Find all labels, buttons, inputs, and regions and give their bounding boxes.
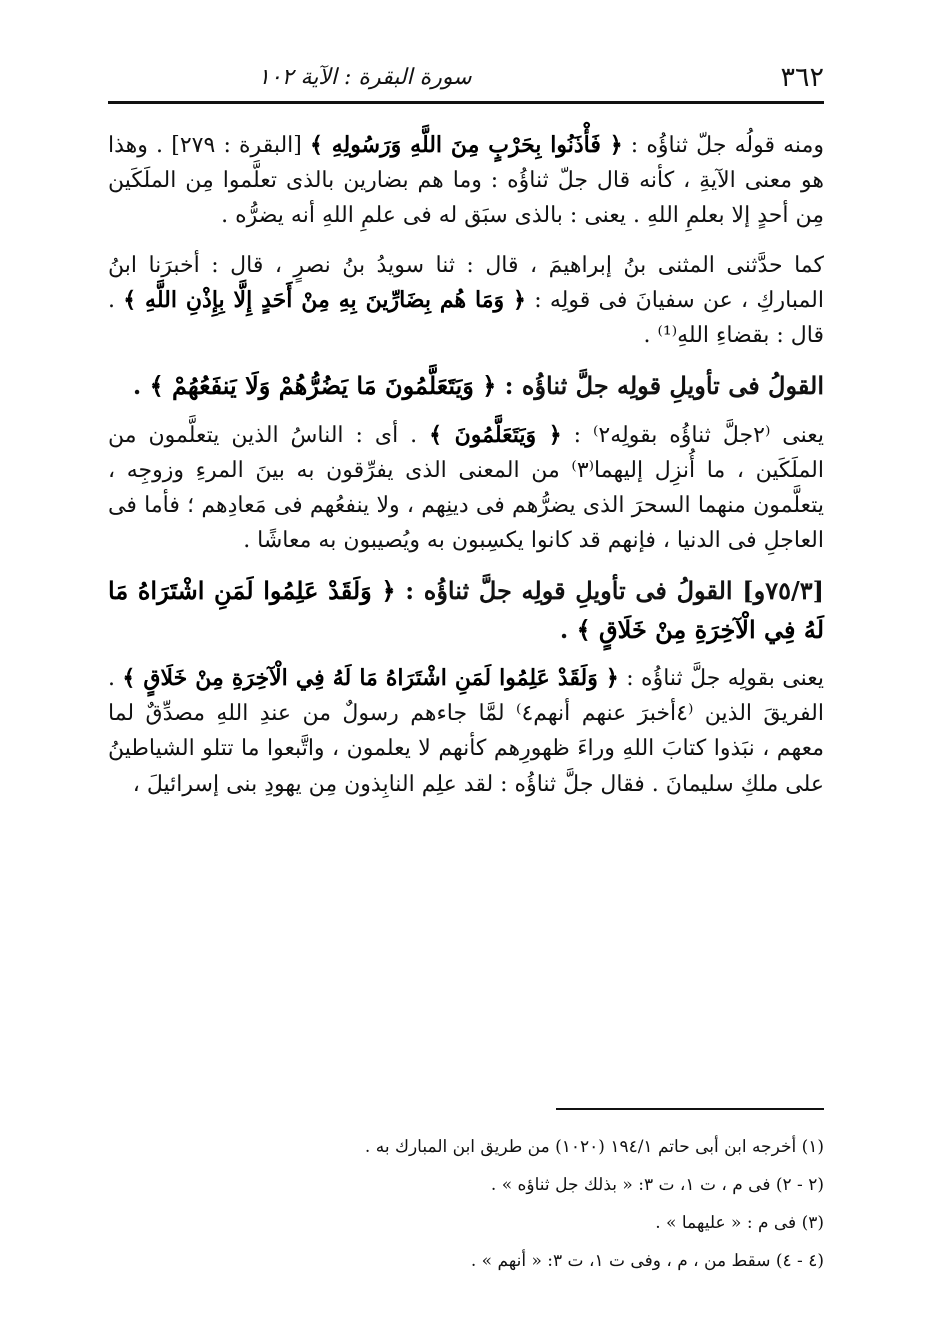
paragraph-text: . قال : بقضاءِ اللهِ⁽¹⁾ .: [108, 287, 824, 348]
heading-text: .: [132, 371, 150, 401]
heading-text: [٧٥/٣و] القولُ فى تأويلِ قولِه جلَّ ثناؤُه :: [395, 576, 824, 606]
quran-verse: ﴿ وَيَتَعَلَّمُونَ ﴾: [429, 421, 562, 448]
quran-verse: ﴿ وَلَقَدْ عَلِمُوا لَمَنِ اشْتَرَاهُ مَا لَهُ فِي الْآخِرَةِ مِنْ خَلَاقٍ ﴾: [108, 576, 824, 644]
heading-text: .: [559, 614, 577, 644]
footnotes: [108, 1128, 824, 1280]
paragraph-text: [البقرة : ٢٧٩] . وهذا هو معنى الآيةِ ، كأنه قال جلّ ثناؤُه : وما هم بضارين بالذى تعلَّموا مِن الملَكَين مِن أحدٍ إلا بعلمِ اللهِ . يعنى : بالذى سبَق له فى علمِ اللهِ أنه يضرُّه .: [108, 133, 824, 229]
paragraph-4: [108, 661, 824, 802]
heading-text: القولُ فى تأويلِ قولِه جلَّ ثناؤُه :: [496, 371, 824, 401]
footnote-3: (٣) فى م : « عليهما » .: [655, 1213, 824, 1233]
quran-verse: ﴿ وَيَتَعَلَّمُونَ مَا يَضُرُّهُمْ وَلَا يَنفَعُهُمْ ﴾: [149, 371, 497, 401]
paragraph-text: يعنى بقولِه جلَّ ثناؤُه :: [618, 666, 824, 692]
paragraph-text: ومنه قولُه جلّ ثناؤُه :: [622, 133, 824, 158]
paragraph-text: . أى : الناسُ الذين يتعلَّمون من الملَكَين ، ما أُنزِل إليهما⁽٣⁾ من المعنى الذى يفرِّقون به بينَ المرءِ وزوجِه ، يتعلَّمون منهما السحرَ الذى يضرُّهم فى دينِهم ، ولا ينفعُهم فى مَعادِهم ؛ فأما فى العاجلِ فى الدنيا ، فإنهم قد كانوا يكسِبون به ويُصيبون به معاشًا .: [108, 422, 824, 554]
footnote-4: (٤ - ٤) سقط من ، م ، وفى ت ١، ت ٣: « أنهم » .: [470, 1251, 824, 1271]
header-rule: [108, 101, 824, 104]
footnote-2: (٢ - ٢) فى م ، ت ١، ت ٣: « بذلك جل ثناؤه » .: [490, 1175, 824, 1195]
footnote-rule: [556, 1108, 824, 1110]
quran-verse: ﴿ وَلَقَدْ عَلِمُوا لَمَنِ اشْتَرَاهُ مَا لَهُ فِي الْآخِرَةِ مِنْ خَلَاقٍ ﴾: [122, 665, 619, 692]
paragraph-text: كما حدَّثنى المثنى بنُ إبراهيمَ ، قال : ثنا سويدُ بنُ نصرٍ ، قال : أخبرَنا ابنُ المباركِ ، عن سفيانَ فى قولِه :: [108, 252, 824, 313]
section-heading-2: [108, 572, 824, 649]
running-title: سورة البقرة : الآية ١٠٢: [258, 64, 472, 90]
page-header: [108, 52, 824, 102]
section-heading-1: [108, 367, 824, 405]
paragraph-2: [108, 248, 824, 354]
body-text: [108, 128, 824, 816]
paragraph-text: يعنى ⁽٢جلَّ ثناؤُه بقولِه٢⁾ :: [561, 422, 825, 448]
quran-verse: ﴿ وَمَا هُم بِضَارِّينَ بِهِ مِنْ أَحَدٍ إِلَّا بِإِذْنِ اللَّهِ ﴾: [123, 286, 526, 313]
quran-verse: ﴿ فَأْذَنُوا بِحَرْبٍ مِنَ اللَّهِ وَرَسُولِهِ ﴾: [310, 132, 623, 158]
paragraph-3: [108, 418, 824, 559]
footnote-1: (١) أخرجه ابن أبى حاتم ١٩٤/١ (١٠٢٠) من طريق ابن المبارك به .: [364, 1137, 824, 1157]
page-number: ٣٦٢: [780, 61, 824, 93]
paragraph-text: . الفريقَ الذين ⁽٤أخبرَ عنهم أنهم٤⁾ لمَّا جاءهم رسولٌ من عندِ اللهِ مصدِّقٌ لما معهم ، نبَذوا كتابَ اللهِ وراءَ ظهورِهم كأنهم لا يعلمون ، واتَّبعوا ما تتلو الشياطينُ على ملكِ سليمانَ . فقال جلَّ ثناؤُه : لقد علِم النابِذون مِن يهودِ بنى إسرائيلَ ،: [108, 666, 824, 797]
paragraph-1: [108, 128, 824, 234]
